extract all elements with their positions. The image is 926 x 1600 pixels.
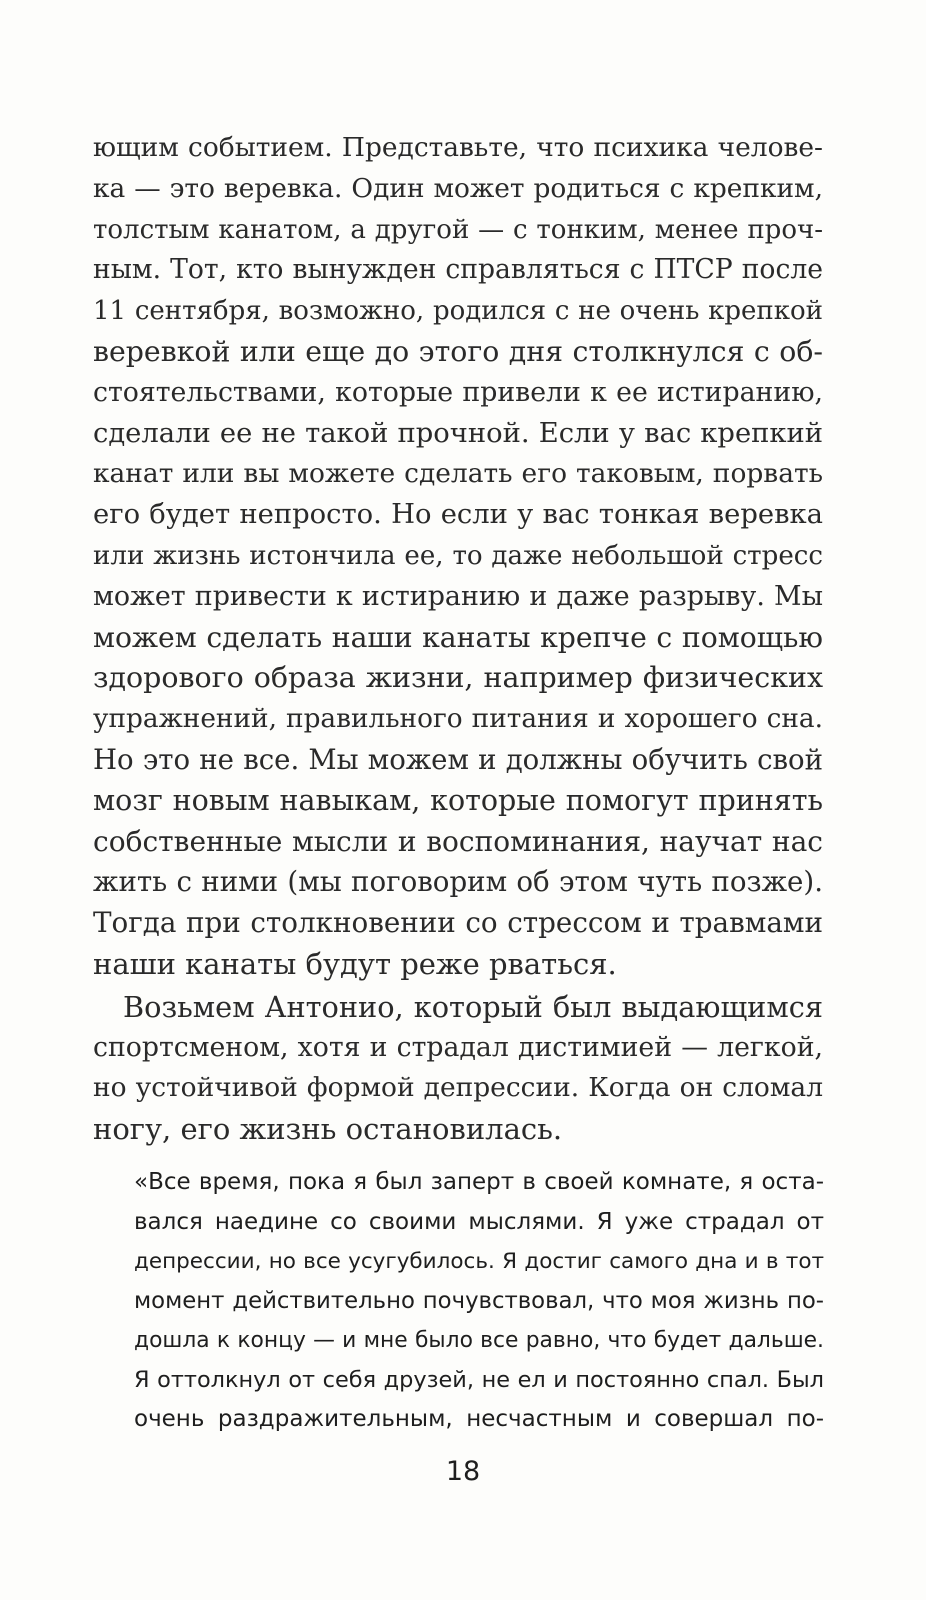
text-line: или жизнь истончила ее, то даже небольшой стресс <box>93 540 823 571</box>
text-line: наши канаты будут реже рваться. <box>93 946 617 981</box>
text-line: стоятельствами, которые привели к ее истиранию, <box>93 376 823 408</box>
quote-line: Я оттолкнул от себя друзей, не ел и постоянно спал. Был <box>134 1366 824 1393</box>
text-line: может привести к истиранию и даже разрыву. Мы <box>93 580 823 612</box>
text-line: его будет непросто. Но если у вас тонкая веревка <box>93 499 823 531</box>
text-line: Тогда при столкновении со стрессом и травмами <box>93 906 823 940</box>
main-text-block <box>93 128 823 1150</box>
text-line: но устойчивой формой депрессии. Когда он сломал <box>93 1072 823 1104</box>
text-line: жить с ними (мы поговорим об этом чуть позже). <box>93 865 823 899</box>
text-line: сделали ее не такой прочной. Если у вас крепкий <box>93 417 823 449</box>
text-line: можем сделать наши канаты крепче с помощью <box>93 620 823 654</box>
quote-line: дошла к концу — и мне было все равно, что будет дальше. <box>134 1328 824 1353</box>
text-line: ным. Тот, кто вынужден справляться с ПТСР после <box>93 254 823 286</box>
text-line: собственные мысли и воспоминания, научат нас <box>93 824 823 858</box>
text-line: ющим событием. Представьте, что психика челове- <box>93 132 823 163</box>
quote-line: депрессии, но все усугубилось. Я достиг самого дна и в тот <box>134 1249 824 1274</box>
text-line: канат или вы можете сделать его таковым, порвать <box>93 458 823 490</box>
text-line: мозг новым навыкам, которые помогут принять <box>93 783 823 817</box>
text-line: веревкой или еще до этого дня столкнулся с об- <box>93 334 823 368</box>
quote-line: очень раздражительным, несчастным и совершал по- <box>134 1406 824 1432</box>
text-line: упражнений, правильного питания и хорошего сна. <box>93 704 823 735</box>
paragraph-2 <box>93 987 823 1150</box>
quote-line: момент действительно почувствовал, что моя жизнь по- <box>134 1287 824 1314</box>
text-line: ка — это веревка. Один может родиться с крепким, <box>93 172 823 204</box>
quote-line: «Все время, пока я был заперт в своей комнате, я оста- <box>134 1169 824 1195</box>
text-line: здорового образа жизни, например физических <box>93 661 823 695</box>
text-line: Возьмем Антонио, который был выдающимся <box>123 989 823 1024</box>
paragraph-1 <box>93 128 823 985</box>
page-number: 18 <box>445 1456 481 1487</box>
quote-block <box>134 1163 824 1440</box>
text-line: толстым канатом, а другой — с тонким, менее проч- <box>93 214 823 245</box>
quote-line: вался наедине со своими мыслями. Я уже страдал от <box>134 1208 824 1235</box>
text-line: спортсменом, хотя и страдал дистимией — легкой, <box>93 1031 823 1063</box>
text-line: 11 сентября, возможно, родился с не очень крепкой <box>93 296 823 327</box>
text-line: ногу, его жизнь остановилась. <box>93 1112 563 1147</box>
text-line: Но это не все. Мы можем и должны обучить свой <box>93 742 823 776</box>
